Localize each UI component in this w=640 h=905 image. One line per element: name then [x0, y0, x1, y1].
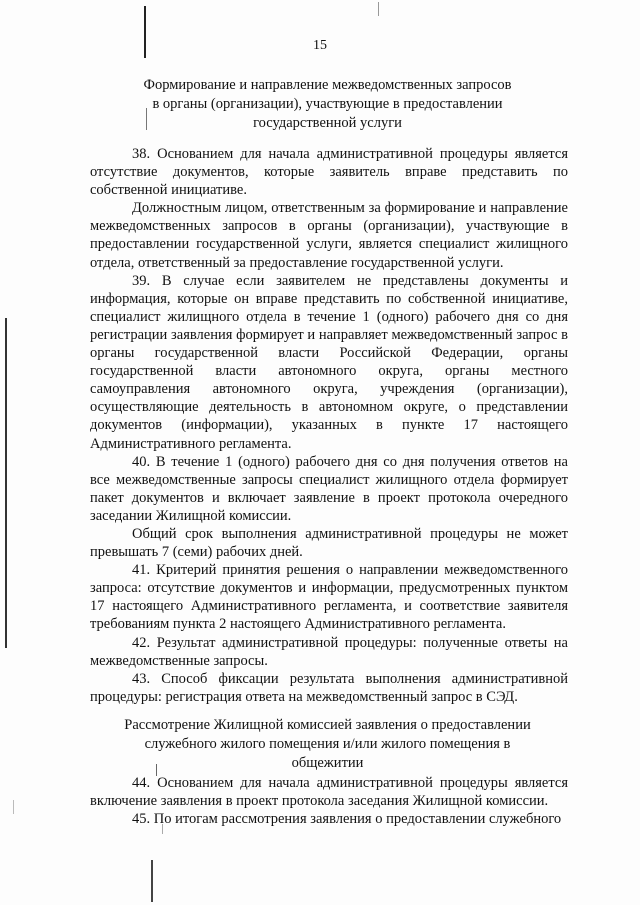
paragraph-44: 44. Основанием для начала административной процедуры является включение заявления в проект протокола заседания Жилищной комиссии.: [90, 775, 568, 810]
paragraph-38: 38. Основанием для начала административной процедуры является отсутствие документов, которые заявитель вправе представить по собственной инициативе.: [90, 146, 568, 199]
paragraph-39: 39. В случае если заявителем не представлены документы и информация, которые он вправе представить по собственной инициативе, специалист жилищного отдела в течение 1 (одного) рабочего дня со дня регистрации заявления формирует и направляет межведомственный запрос в органы государственной власти Российской Федерации, органы государственной власти автономного округа, органы местного самоуправления автономного округа, учреждения (организации), осуществляющие деятельность в автономном округе, о представлении документов (информации), указанных в пункте 17 настоящего Административного регламента.: [90, 272, 568, 452]
section-heading-commission-review: [90, 716, 565, 773]
paragraph-41: 41. Критерий принятия решения о направлении межведомственного запроса: отсутствие документов и информации, предусмотренных пунктом 17 настоящего Административного регламента, и соответствие заявителя требованиям пункта 2 настоящего Административного регламента.: [90, 562, 568, 633]
section-body-commission-review: [90, 774, 568, 828]
paragraph-43: 43. Способ фиксации результата выполнения административной процедуры: регистрация ответа на межведомственный запрос в СЭД.: [90, 670, 568, 705]
paragraph-responsible-person: Должностным лицом, ответственным за формирование и направление межведомственных запросов в органы (организации), участвующие в предоставлении государственной услуги, является специалист жилищного отдела, ответственный за предоставление государственной услуги.: [90, 200, 568, 271]
scan-artifact-line: [13, 800, 14, 814]
scan-artifact-line: [5, 318, 7, 648]
page-number: 15: [313, 38, 327, 53]
section-body-requests: [90, 145, 568, 706]
scan-artifact-line: [151, 860, 153, 902]
heading-line: в органы (организации), участвующие в предоставлении: [152, 96, 503, 112]
heading-line: служебного жилого помещения и/или жилого помещения в: [144, 736, 511, 752]
scan-artifact-line: [378, 2, 379, 16]
heading-line: общежитии: [291, 755, 364, 771]
heading-line: государственной услуги: [253, 115, 402, 131]
paragraph-40: 40. В течение 1 (одного) рабочего дня со дня получения ответов на все межведомственные запросы специалист жилищного отдела формирует пакет документов и включает заявление в проект протокола очередного заседании Жилищной комиссии.: [90, 453, 568, 524]
paragraph-45: 45. По итогам рассмотрения заявления о предоставлении служебного: [132, 811, 562, 828]
paragraph-42: 42. Результат административной процедуры: полученные ответы на межведомственные запросы.: [90, 634, 568, 669]
paragraph-total-term: Общий срок выполнения административной процедуры не может превышать 7 (семи) рабочих дней.: [90, 525, 568, 561]
heading-line: Рассмотрение Жилищной комиссией заявления о предоставлении: [124, 717, 531, 733]
heading-line: Формирование и направление межведомственных запросов: [143, 77, 512, 93]
section-heading-requests: [90, 76, 565, 133]
